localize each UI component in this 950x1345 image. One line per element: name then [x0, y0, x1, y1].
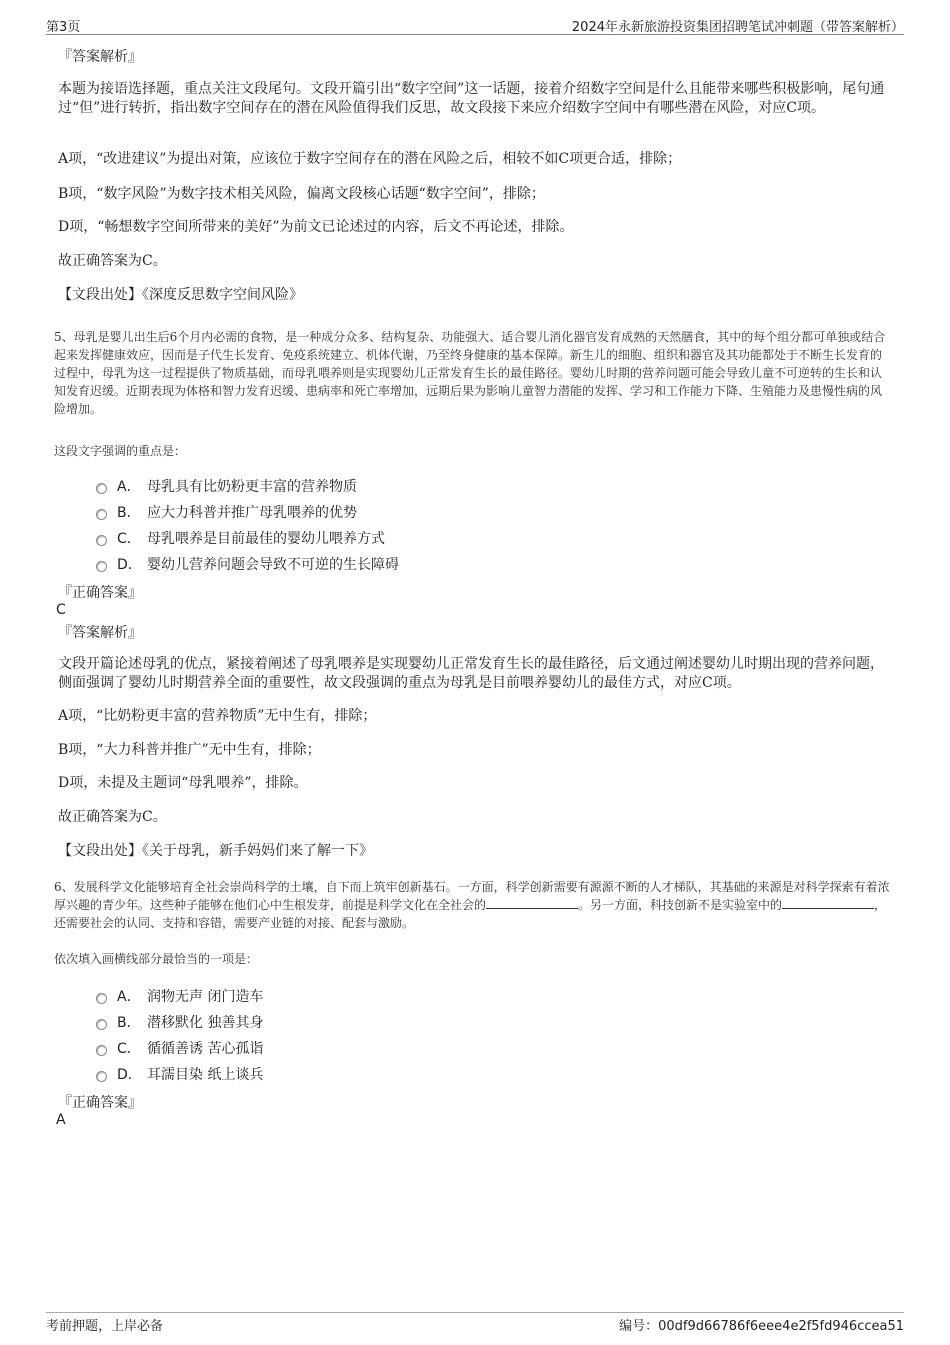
- q5-analysis-line-d: D项，未提及主题词“母乳喂养”，排除。: [58, 775, 308, 791]
- fill-blank-2: [782, 896, 874, 909]
- q6-option-a[interactable]: A． 润物无声 闭门造车: [96, 985, 263, 1007]
- page-footer: [46, 1312, 904, 1333]
- q4-analysis-paragraph: 本题为接语选择题，重点关注文段尾句。文段开篇引出“数字空间”这一话题，接着介绍数字空间是什么且能带来哪些积极影响，尾句通过“但”进行转折，指出数字空间存在的潜在风险值得我们反思，故文段接下来应介绍数字空间中有哪些潜在风险，对应C项。: [58, 81, 885, 116]
- q5-analysis-label: 『答案解析』: [58, 625, 142, 641]
- q6-option-b[interactable]: B． 潜移默化 独善其身: [96, 1011, 263, 1033]
- radio-button-icon[interactable]: [96, 1019, 107, 1030]
- q5-option-d[interactable]: D． 婴幼儿营养问题会导致不可逆的生长障碍: [96, 553, 399, 575]
- q6-answer: A: [56, 1112, 66, 1128]
- q4-analysis-line-a: A项，“改进建议”为提出对策，应该位于数字空间存在的潜在风险之后，相较不如C项更合适，排除；: [58, 151, 682, 167]
- radio-button-icon[interactable]: [96, 535, 107, 546]
- document-code: 编号：00df9d66786f6eee4e2f5fd946ccea51: [619, 1319, 904, 1334]
- q5-conclusion: 故正确答案为C。: [58, 809, 167, 825]
- q5-source: 【文段出处】《关于母乳，新手妈妈们来了解一下》: [58, 843, 373, 859]
- page-number: 第3页: [46, 20, 81, 35]
- radio-button-icon[interactable]: [96, 561, 107, 572]
- q5-option-a[interactable]: A． 母乳具有比奶粉更丰富的营养物质: [96, 475, 357, 497]
- q5-analysis-line-b: B项，“大力科普并推广”无中生有，排除；: [58, 742, 321, 758]
- radio-button-icon[interactable]: [96, 509, 107, 520]
- fill-blank-1: [486, 896, 578, 909]
- q5-answer: C: [56, 602, 66, 618]
- q4-analysis-line-d: D项，“畅想数字空间所带来的美好”为前文已论述过的内容，后文不再论述，排除。: [58, 219, 574, 235]
- document-title: 2024年永新旅游投资集团招聘笔试冲刺题（带答案解析）: [571, 20, 904, 35]
- q6-option-c[interactable]: C． 循循善诱 苦心孤诣: [96, 1037, 263, 1059]
- q4-analysis-label: 『答案解析』: [58, 49, 142, 65]
- q6-question-text: 6、发展科学文化能够培育全社会崇尚科学的土壤，自下而上筑牢创新基石。一方面，科学创新需要有源源不断的人才梯队，其基础的来源是对科学探索有着浓厚兴趣的青少年。这些种子能够在他们心中生根发芽，前提是科学文化在全社会的 。另一方面，科技创新不是实验室中的 ，还需要社会的认同、支持和容错，需要产业链的对接、配套与激励。: [54, 880, 890, 930]
- footer-slogan: 考前押题，上岸必备: [46, 1319, 164, 1334]
- q5-analysis-paragraph: 文段开篇论述母乳的优点，紧接着阐述了母乳喂养是实现婴幼儿正常发育生长的最佳路径，后文通过阐述婴幼儿时期出现的营养问题，侧面强调了婴幼儿时期营养全面的重要性，故文段强调的重点为母乳是目前喂养婴幼儿的最佳方式，对应C项。: [58, 656, 884, 691]
- page-header: [46, 14, 904, 35]
- q5-question-text: 5、母乳是婴儿出生后6个月内必需的食物，是一种成分众多、结构复杂、功能强大、适合婴儿消化器官发育成熟的天然膳食，其中的每个组分都可单独或结合起来发挥健康效应，因而是子代生长发育、免疫系统建立、机体代谢，乃至终身健康的基本保障。新生儿的细胞、组织和器官及其功能都处于不断生长发育的过程中，母乳为这一过程提供了物质基础，而母乳喂养则是实现婴幼儿正常发育生长的最佳路径。婴幼儿时期的营养问题可能会导致儿童不可逆转的生长和认知发育迟缓。近期表现为体格和智力发育迟缓、患病率和死亡率增加，远期后果为影响儿童智力潜能的发挥、学习和工作能力下降、生殖能力及患慢性病的风险增加。: [54, 330, 886, 416]
- q5-option-b[interactable]: B． 应大力科普并推广母乳喂养的优势: [96, 501, 357, 523]
- q5-answer-label: 『正确答案』: [58, 585, 142, 601]
- q4-analysis-line-b: B项，“数字风险”为数字技术相关风险，偏离文段核心话题“数字空间”，排除；: [58, 186, 545, 202]
- radio-button-icon[interactable]: [96, 1071, 107, 1082]
- q5-prompt: 这段文字强调的重点是：: [54, 444, 187, 458]
- q5-analysis-line-a: A项，“比奶粉更丰富的营养物质”无中生有，排除；: [58, 708, 377, 724]
- q4-conclusion: 故正确答案为C。: [58, 253, 167, 269]
- q6-answer-label: 『正确答案』: [58, 1095, 142, 1111]
- q4-source: 【文段出处】《深度反思数字空间风险》: [58, 287, 303, 303]
- radio-button-icon[interactable]: [96, 483, 107, 494]
- q6-option-d[interactable]: D． 耳濡目染 纸上谈兵: [96, 1063, 263, 1085]
- radio-button-icon[interactable]: [96, 993, 107, 1004]
- q6-prompt: 依次填入画横线部分最恰当的一项是：: [54, 952, 259, 966]
- q5-option-c[interactable]: C． 母乳喂养是目前最佳的婴幼儿喂养方式: [96, 527, 385, 549]
- radio-button-icon[interactable]: [96, 1045, 107, 1056]
